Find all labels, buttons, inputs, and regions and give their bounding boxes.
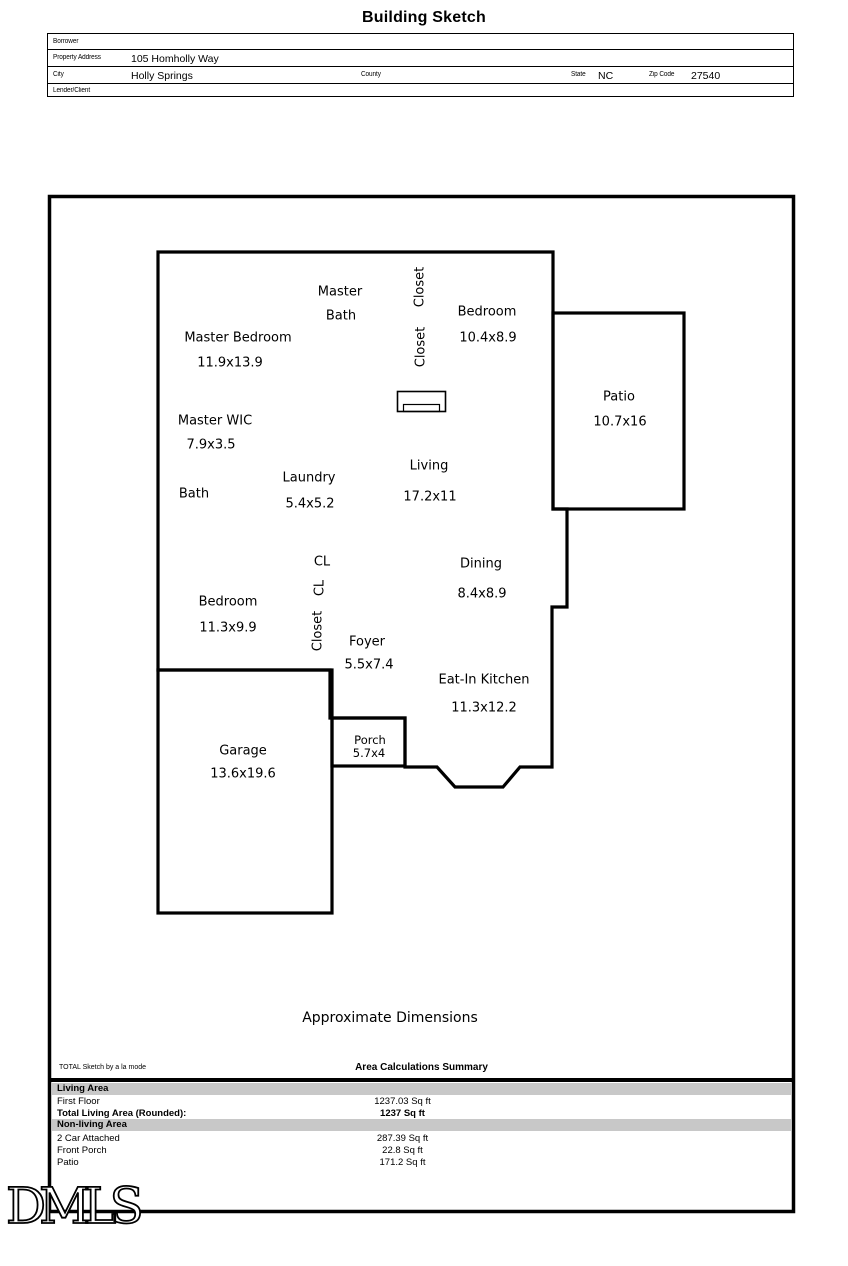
city-label: City [53,71,64,78]
room-label-cl-vertical: CL [312,579,328,597]
room-label-bedroom: Bedroom [198,594,258,610]
room-label-closet: Closet [413,326,429,368]
page-title: Building Sketch [362,9,486,26]
summary-row-value: 22.8 Sq ft [382,1145,423,1156]
room-dims-foyer: 5.5x7.4 [344,657,394,673]
fireplace-symbol [398,392,446,412]
summary-row-label: Patio [57,1157,79,1168]
summary-row-value: 1237.03 Sq ft [374,1096,431,1107]
room-label-laundry: Laundry [282,470,336,486]
room-dims-master-wic: 7.9x3.5 [186,437,236,453]
room-dims-porch: 5.7x4 [352,746,386,760]
state-value: NC [598,70,614,82]
room-label-dining: Dining [460,556,502,572]
room-dims-bedroom: 10.4x8.9 [459,330,517,346]
zip-label: Zip Code [649,71,675,78]
room-label-living: Living [409,458,449,474]
room-label-bath: Bath [178,486,210,502]
summary-row-label: First Floor [57,1096,100,1107]
room-label-bedroom: Bedroom [457,304,517,320]
state-label: State [571,71,586,78]
city-value: Holly Springs [131,70,193,82]
county-label: County [361,71,381,78]
room-dims-master-bedroom: 11.9x13.9 [197,355,263,371]
room-label-patio: Patio [603,389,635,405]
summary-row-label: Total Living Area (Rounded): [57,1108,187,1119]
room-dims-laundry: 5.4x5.2 [285,496,335,512]
sketch-software-credit: TOTAL Sketch by a la mode [59,1064,147,1071]
property-address-value: 105 Homholly Way [131,53,219,65]
room-label-kitchen: Eat-In Kitchen [438,672,530,688]
zip-value: 27540 [691,70,721,82]
fireplace-hearth [404,405,440,412]
summary-row-value: 287.39 Sq ft [376,1133,429,1144]
lender-client-label: Lender/Client [53,87,91,94]
summary-section-living-area: Living Area [52,1083,791,1095]
room-dims-bedroom: 11.3x9.9 [199,620,257,636]
borrower-label: Borrower [53,38,79,45]
room-label-master-bedroom: Master Bedroom [184,330,292,346]
room-label-foyer: Foyer [348,634,386,650]
property-address-label: Property Address [53,54,101,61]
room-dims-patio: 10.7x16 [593,414,647,430]
room-dims-garage: 13.6x19.6 [210,766,276,782]
room-label-cl: CL [313,554,331,570]
room-label-garage: Garage [219,743,267,759]
room-dims-living: 17.2x11 [403,489,457,505]
room-label-master-wic: Master WIC [177,413,253,429]
summary-row-value: 171.2 Sq ft [379,1157,426,1168]
room-label-master-bath: Bath [325,308,357,324]
area-calculations-summary-title: Area Calculations Summary [355,1062,488,1073]
summary-section-non-living-area: Non-living Area [52,1119,791,1131]
room-label-closet: Closet [412,266,428,308]
approximate-dimensions-note: Approximate Dimensions [302,1010,478,1026]
summary-row-label: 2 Car Attached [57,1133,120,1144]
garage-outline [158,670,332,913]
room-label-porch: Porch [354,733,386,747]
summary-row-label: Front Porch [57,1145,107,1156]
summary-row-value: 1237 Sq ft [380,1108,425,1119]
room-label-master-bath: Master [317,284,363,300]
room-dims-kitchen: 11.3x12.2 [451,700,517,716]
patio-outline [553,313,684,509]
dmls-watermark: DMLS [6,1177,137,1235]
room-label-closet: Closet [310,610,326,652]
room-dims-dining: 8.4x8.9 [457,586,507,602]
